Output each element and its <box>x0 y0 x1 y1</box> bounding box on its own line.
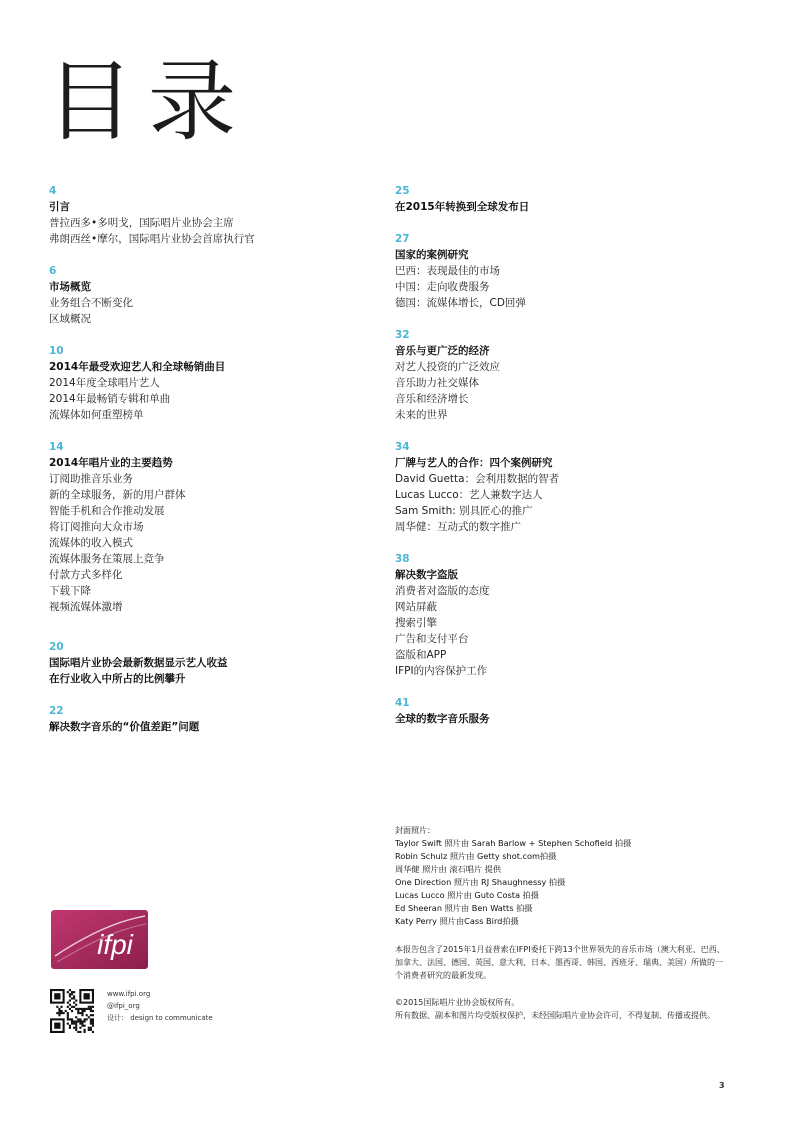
design-credit: 设计： design to communicate <box>107 1014 213 1022</box>
toc-item[interactable]: 智能手机和合作推动发展 <box>49 505 165 517</box>
credit-line: Katy Perry 照片由Cass Bird拍摄 <box>395 916 519 926</box>
toc-item[interactable]: 消费者对盗版的态度 <box>395 585 490 597</box>
toc-item[interactable]: 区域概况 <box>49 313 91 325</box>
toc-section <box>49 343 389 423</box>
toc-page-number[interactable]: 22 <box>49 705 64 717</box>
toc-page-number[interactable]: 34 <box>395 441 410 453</box>
credit-line: One Direction 照片由 RJ Shaughnessy 拍摄 <box>395 877 566 887</box>
toc-page-number[interactable]: 4 <box>49 185 57 197</box>
toc-page-number[interactable]: 32 <box>395 329 410 341</box>
toc-item[interactable]: 新的全球服务，新的用户群体 <box>49 489 186 501</box>
credit-line: Taylor Swift 照片由 Sarah Barlow + Stephen Schofield 拍摄 <box>395 838 632 848</box>
page-title: 目录 <box>46 50 251 153</box>
toc-item[interactable]: IFPI的内容保护工作 <box>395 665 488 677</box>
toc-item[interactable]: 音乐助力社交媒体 <box>395 377 479 389</box>
toc-heading[interactable]: 国际唱片业协会最新数据显示艺人收益 <box>49 657 228 669</box>
toc-item[interactable]: 下载下降 <box>49 585 91 597</box>
credit-line: Robin Schulz 照片由 Getty shot.com拍摄 <box>395 851 557 861</box>
credits-heading: 封面照片： <box>395 826 435 835</box>
toc-item[interactable]: 德国：流媒体增长，CD回弹 <box>395 297 526 309</box>
ifpi-logo <box>51 910 148 969</box>
toc-right-column <box>395 183 735 743</box>
toc-item[interactable]: 视频流媒体激增 <box>49 601 123 613</box>
contact-links <box>107 988 213 1024</box>
toc-item[interactable]: 流媒体服务在策展上竞争 <box>49 553 165 565</box>
toc-heading-continued[interactable]: 在行业收入中所占的比例攀升 <box>49 673 186 685</box>
toc-heading[interactable]: 解决数字音乐的“价值差距”问题 <box>49 721 200 733</box>
toc-item[interactable]: 巴西：表现最佳的市场 <box>395 265 500 277</box>
toc-item[interactable]: 流媒体如何重塑榜单 <box>49 409 144 421</box>
credit-line: Ed Sheeran 照片由 Ben Watts 拍摄 <box>395 903 533 913</box>
logo-text: ifpi <box>97 929 133 960</box>
toc-page-number[interactable]: 41 <box>395 697 410 709</box>
toc-heading[interactable]: 厂牌与艺人的合作：四个案例研究 <box>395 457 553 469</box>
toc-item[interactable]: 中国：走向收费服务 <box>395 281 490 293</box>
credit-line: 周华健 照片由 滚石唱片 提供 <box>395 864 502 874</box>
copyright <box>395 996 725 1022</box>
toc-heading[interactable]: 市场概览 <box>49 281 91 293</box>
credit-line: Lucas Lucco 照片由 Guto Costa 拍摄 <box>395 890 539 900</box>
twitter-handle[interactable]: @ifpi_org <box>107 1002 140 1010</box>
qr-code[interactable] <box>50 989 94 1033</box>
toc-heading[interactable]: 解决数字盗版 <box>395 569 458 581</box>
toc-item[interactable]: 2014年度全球唱片艺人 <box>49 377 160 389</box>
toc-item[interactable]: 2014年最畅销专辑和单曲 <box>49 393 171 405</box>
toc-item[interactable]: 广告和支付平台 <box>395 633 469 645</box>
toc-heading[interactable]: 在2015年转换到全球发布日 <box>395 201 530 213</box>
toc-item[interactable]: Lucas Lucco：艺人兼数字达人 <box>395 489 543 501</box>
toc-page-number[interactable]: 27 <box>395 233 410 245</box>
toc-page-number[interactable]: 38 <box>395 553 410 565</box>
toc-item[interactable]: 弗朗西丝•摩尔，国际唱片业协会首席执行官 <box>49 233 255 245</box>
toc-item[interactable]: 业务组合不断变化 <box>49 297 133 309</box>
toc-heading[interactable]: 全球的数字音乐服务 <box>395 713 490 725</box>
toc-heading[interactable]: 2014年最受欢迎艺人和全球畅销曲目 <box>49 361 226 373</box>
toc-section <box>49 639 389 687</box>
credits-list <box>395 837 755 928</box>
toc-section <box>49 439 389 615</box>
toc-section <box>49 703 389 735</box>
toc-section <box>395 439 735 535</box>
toc-item[interactable]: 周华健：互动式的数字推广 <box>395 521 521 533</box>
toc-section <box>395 327 735 423</box>
toc-item[interactable]: 网站屏蔽 <box>395 601 437 613</box>
toc-page-number[interactable]: 20 <box>49 641 64 653</box>
page-number: 3 <box>719 1081 725 1090</box>
toc-item[interactable]: 付款方式多样化 <box>49 569 123 581</box>
toc-page-number[interactable]: 25 <box>395 185 410 197</box>
toc-item[interactable]: 音乐和经济增长 <box>395 393 469 405</box>
research-notice: 本报告包含了2015年1月益普索在IFPI委托下跨13个世界领先的音乐市场（澳大利亚、巴西、加拿大、法国、德国、英国、意大利、日本、墨西哥、韩国、西班牙、瑞典、美国）所做的一个消费者研究的最新发现。 <box>395 945 725 980</box>
toc-section <box>49 263 389 327</box>
toc-item[interactable]: 将订阅推向大众市场 <box>49 521 144 533</box>
toc-page-number[interactable]: 6 <box>49 265 57 277</box>
toc-item[interactable]: 对艺人投资的广泛效应 <box>395 361 500 373</box>
toc-item[interactable]: David Guetta：会利用数据的智者 <box>395 473 560 485</box>
copyright-line-1: ©2015国际唱片业协会版权所有。 <box>395 998 520 1007</box>
toc-heading[interactable]: 国家的案例研究 <box>395 249 469 261</box>
toc-page-number[interactable]: 10 <box>49 345 64 357</box>
toc-section <box>395 551 735 679</box>
toc-page-number[interactable]: 14 <box>49 441 64 453</box>
toc-item[interactable]: Sam Smith: 别具匠心的推广 <box>395 505 533 517</box>
toc-item[interactable]: 订阅助推音乐业务 <box>49 473 133 485</box>
toc-heading[interactable]: 引言 <box>49 201 70 213</box>
toc-section <box>395 695 735 727</box>
toc-item[interactable]: 普拉西多•多明戈，国际唱片业协会主席 <box>49 217 234 229</box>
website-link[interactable]: www.ifpi.org <box>107 990 151 998</box>
toc-heading[interactable]: 音乐与更广泛的经济 <box>395 345 490 357</box>
toc-heading[interactable]: 2014年唱片业的主要趋势 <box>49 457 173 469</box>
cover-credits <box>395 824 755 928</box>
toc-item[interactable]: 盗版和APP <box>395 649 447 661</box>
toc-section <box>49 183 389 247</box>
toc-left-column <box>49 183 389 751</box>
toc-item[interactable]: 未来的世界 <box>395 409 448 421</box>
copyright-line-2: 所有数据、副本和图片均受版权保护，未经国际唱片业协会许可，不得复制、传播或提供。 <box>395 1011 715 1020</box>
toc-item[interactable]: 搜索引擎 <box>395 617 437 629</box>
toc-section <box>395 183 735 215</box>
toc-item[interactable]: 流媒体的收入模式 <box>49 537 133 549</box>
toc-section <box>395 231 735 311</box>
